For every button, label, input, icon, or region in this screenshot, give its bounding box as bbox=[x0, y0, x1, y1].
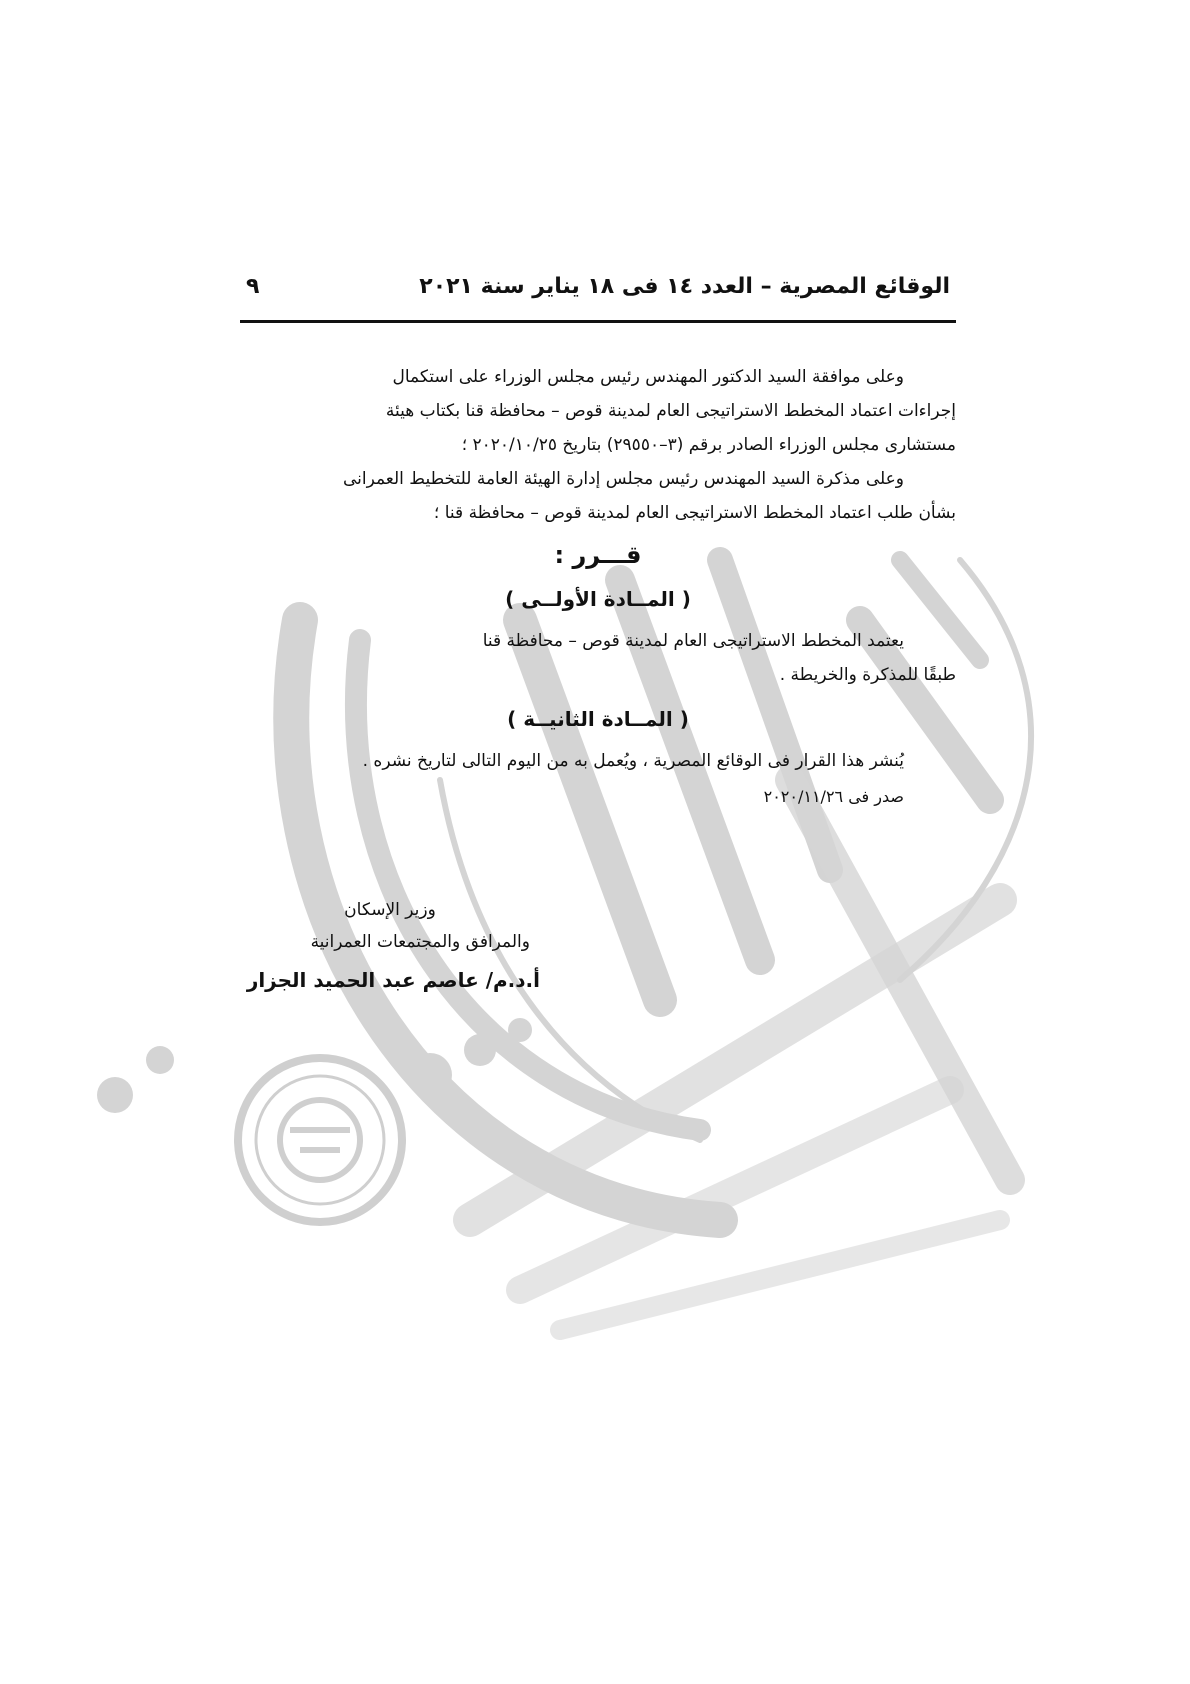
watermark-band-1 bbox=[790, 780, 1010, 1180]
issue-date: صدر فى ٢٠٢٠/١١/٢٦ bbox=[763, 787, 904, 806]
watermark-band-3 bbox=[520, 1090, 950, 1290]
article-1-title: ( المــادة الأولــى ) bbox=[505, 587, 691, 611]
watermark-dot-5 bbox=[508, 1018, 532, 1042]
watermark-dot-2 bbox=[146, 1046, 174, 1074]
text-line: وعلى مذكرة السيد المهندس رئيس مجلس إدارة الهيئة العامة للتخطيط العمرانى bbox=[342, 469, 904, 489]
gazette-header-title: الوقائع المصرية – العدد ١٤ فى ١٨ يناير سنة ٢٠٢١ bbox=[419, 274, 950, 299]
text-line: طبقًا للمذكرة والخريطة . bbox=[779, 665, 956, 685]
header-divider bbox=[240, 320, 956, 323]
article-2-text bbox=[240, 744, 956, 778]
text-line: مستشارى مجلس الوزراء الصادر برقم (٣–٢٩٥٥٠) بتاريخ ٢٠٢٠/١٠/٢٥ ؛ bbox=[461, 435, 956, 455]
article-1-text bbox=[240, 624, 956, 692]
watermark-dot-3 bbox=[408, 1053, 452, 1097]
minister-title-line-1: وزير الإسكان bbox=[344, 900, 436, 920]
signature-block bbox=[240, 900, 540, 992]
watermark-dot-4 bbox=[464, 1034, 496, 1066]
document-body bbox=[240, 360, 956, 814]
page-number: ٩ bbox=[246, 274, 260, 299]
minister-name: أ.د.م/ عاصم عبد الحميد الجزار bbox=[246, 968, 540, 992]
recital-paragraph-1 bbox=[240, 360, 956, 462]
article-2-title: ( المــادة الثانيــة ) bbox=[507, 707, 689, 731]
text-line: يُنشر هذا القرار فى الوقائع المصرية ، ويُعمل به من اليوم التالى لتاريخ نشره . bbox=[362, 751, 904, 771]
text-line: إجراءات اعتماد المخطط الاستراتيجى العام لمدينة قوص – محافظة قنا بكتاب هيئة bbox=[385, 401, 956, 421]
page-header bbox=[240, 270, 960, 310]
watermark-band-4 bbox=[560, 1220, 1000, 1330]
text-line: وعلى موافقة السيد الدكتور المهندس رئيس مجلس الوزراء على استكمال bbox=[392, 367, 904, 387]
text-line: يعتمد المخطط الاستراتيجى العام لمدينة قوص – محافظة قنا bbox=[482, 631, 904, 651]
minister-title-line-2: والمرافق والمجتمعات العمرانية bbox=[310, 932, 530, 952]
text-line: بشأن طلب اعتماد المخطط الاستراتيجى العام لمدينة قوص – محافظة قنا ؛ bbox=[433, 503, 956, 523]
recital-paragraph-2 bbox=[240, 462, 956, 530]
decision-heading: قـــرر : bbox=[554, 541, 642, 569]
watermark-dot-1 bbox=[97, 1077, 133, 1113]
watermark-seal bbox=[238, 1058, 402, 1222]
watermark-band-2 bbox=[470, 900, 1000, 1220]
